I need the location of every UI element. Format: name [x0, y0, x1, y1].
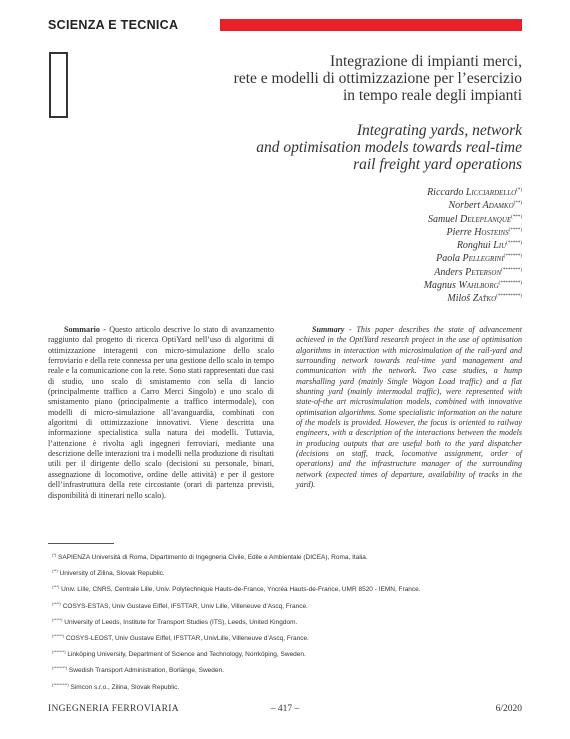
footnote-text: University of Zilina, Slovak Republic. — [57, 570, 165, 578]
footnote-text: Univ. Lille, CNRS, Centrale Lille, Univ. Polytechnique Hauts-de-France, Yncréa Hauts-de-France, UMR 8520 - IEMN, France. — [59, 586, 421, 594]
footnote — [52, 678, 522, 694]
footnotes — [52, 548, 522, 694]
author-first-name: Riccardo — [427, 187, 466, 198]
footnote-mark: (******) — [52, 633, 65, 639]
title-frame-decoration — [49, 52, 68, 118]
author — [222, 251, 522, 264]
author-first-name: Miloš — [447, 293, 473, 305]
footnote — [52, 548, 522, 564]
footnote — [52, 597, 522, 613]
abstract-text: Questo articolo descrive lo stato di avanzamento raggiunto dal progetto di ricerca OptiYard nell’uso di algoritmi di ottimizzazione interagenti con micro-simulazione dello scalo ferroviario e della rete connessa per una gestione dello scalo in tempo reale e la comunicazione con la rete. Sono stati rappresentati due casi di studio, uno scalo di smistamento con sella di lancio (principalmente traffico a Carro Merci Singolo) e uno scalo di smistamento piano (principalmente a traffico intermodale), con modelli di micro-simulazione all’avanguardia, combinati con algoritmi di ottimizzazione innovativi. Viene descritta una informazione specialistica sulla natura dei modelli. Tuttavia, l’attenzione è rivolta agli ingegneri ferroviari, mediante una descrizione delle interazioni tra i modelli nella produzione di risultati utili per il dirigente dello scalo (decisioni su personale, binari, assegnazione di locomotive, ordine delle attività) e per il gestore dell’infrastruttura della rete circostante (orari di partenza previsti, disponibilità di itinerari nello scalo). — [48, 325, 274, 500]
author-affiliation-mark: (******) — [503, 254, 522, 260]
footnote-text: Swedish Transport Administration, Borlänge, Sweden. — [67, 667, 224, 675]
footnote-mark: (*******) — [52, 649, 66, 655]
english-title — [142, 122, 522, 173]
footnote-text: COSYS-ESTAS, Univ Gustave Eiffel, IFSTTAR, Univ Lille, Villeneuve d’Ascq, France. — [60, 602, 308, 610]
author — [222, 265, 522, 278]
footnote-text: Simcon s.r.o., Zilina, Slovak Republic. — [68, 683, 180, 691]
author-first-name: Anders — [434, 266, 466, 278]
footnote — [52, 629, 522, 645]
author-first-name: Ronghui — [456, 240, 494, 252]
author-affiliation-mark: (*****) — [506, 241, 522, 247]
author-affiliation-mark: (*********) — [496, 294, 522, 300]
footnote-text: COSYS-LEOST, Univ Gustave Eiffel, IFSTTAR, UnivLille, Villeneuve d’Ascq, France. — [64, 635, 309, 643]
author — [222, 238, 522, 251]
footnote — [52, 661, 522, 677]
author-affiliation-mark: (*) — [516, 188, 522, 193]
author-last-name: Licciardello — [465, 187, 517, 198]
author — [222, 225, 522, 238]
author-affiliation-mark: (***) — [511, 214, 522, 220]
author-last-name: Zaťko — [472, 293, 497, 305]
english-title-line: rail freight yard operations — [353, 156, 522, 173]
author-first-name: Norbert — [448, 200, 483, 212]
english-abstract — [296, 325, 522, 491]
author-affiliation-mark: (*******) — [501, 267, 522, 273]
author-last-name: Liu — [493, 240, 507, 252]
journal-name: INGEGNERIA FERROVIARIA — [48, 704, 179, 714]
abstract-label: Sommario - — [64, 325, 106, 334]
italian-title-line: rete e modelli di ottimizzazione per l’esercizio — [233, 70, 522, 87]
footnote-separator — [48, 543, 114, 544]
author-last-name: Adamko — [482, 200, 514, 212]
footnote-mark: (*********) — [52, 681, 69, 687]
author — [222, 291, 522, 304]
author — [222, 278, 522, 291]
author-list — [222, 185, 522, 305]
footnote-mark: (****) — [52, 600, 61, 606]
footnote-text: SAPIENZA Università di Roma, Dipartimento di Ingegneria Civile, Edile e Ambientale (DICEA), Roma, Italia. — [56, 554, 368, 561]
italian-title-line: in tempo reale degli impianti — [342, 87, 522, 104]
author — [222, 185, 522, 198]
footnote-mark: (*) — [52, 552, 57, 557]
page-number: – 417 – — [270, 704, 300, 714]
author-affiliation-mark: (********) — [498, 281, 522, 287]
italian-title — [142, 53, 522, 104]
author-last-name: Wahlborg — [458, 280, 499, 292]
footnote — [52, 613, 522, 629]
footnote — [52, 645, 522, 661]
footnote — [52, 580, 522, 596]
author-last-name: Hosteins — [474, 226, 509, 238]
section-heading: SCIENZA E TECNICA — [48, 18, 179, 32]
author-affiliation-mark: (****) — [508, 227, 522, 233]
italian-abstract — [48, 325, 274, 501]
author-first-name: Paola — [436, 253, 463, 265]
footnote-mark: (**) — [52, 568, 58, 574]
italian-title-line: Integrazione di impianti merci, — [330, 53, 522, 70]
author-last-name: Peterson — [465, 266, 502, 278]
abstract-label: Summary - — [312, 325, 352, 334]
author-last-name: Pellegrini — [462, 253, 504, 265]
author-last-name: Deleplanque — [459, 213, 512, 225]
page-footer — [48, 704, 522, 718]
footnote — [52, 564, 522, 580]
issue-number: 6/2020 — [495, 704, 522, 714]
author-first-name: Samuel — [428, 213, 460, 225]
abstract-text: This paper describes the state of advancement achieved in the OptiYard research project in the use of optimisation algorithms in interaction with microsimulation of the rail-yard and surrounding network towards real-time yard management and communication with the network. Two case studies, a hump marshalling yard (mainly Single Wagon Load traffic) and a flat shunting yard (mainly intermodal traffic), were represented with state-of-the art microsimulation models, combined with innovative optimisation algorithms. Some specialistic information on the nature of the models is provided. However, the focus is oriented to railway engineers, with a description of the interactions between the models in producing outputs that are useful both to the yard dispatcher (decisions on staff, track, locomotive assignment, order of operations) and the infrastructure manager of the surrounding network (expected times of departure, availability of tracks in the yard). — [296, 325, 522, 490]
footnote-text: University of Leeds, Institute for Transport Studies (ITS), Leeds, United Kingdom. — [62, 618, 298, 626]
footnote-mark: (***) — [52, 584, 60, 590]
author-first-name: Magnus — [423, 280, 459, 292]
english-title-line: Integrating yards, network — [356, 122, 522, 139]
footnote-mark: (*****) — [52, 616, 63, 622]
footnote-mark: (********) — [52, 665, 68, 671]
author-affiliation-mark: (**) — [513, 201, 522, 207]
author-first-name: Pierre — [446, 226, 475, 238]
footnote-text: Linköping University, Department of Science and Technology, Norrköping, Sweden. — [65, 651, 306, 659]
header-accent-bar — [220, 19, 522, 31]
author — [222, 212, 522, 225]
english-title-line: and optimisation models towards real-time — [256, 139, 522, 156]
author — [222, 198, 522, 211]
